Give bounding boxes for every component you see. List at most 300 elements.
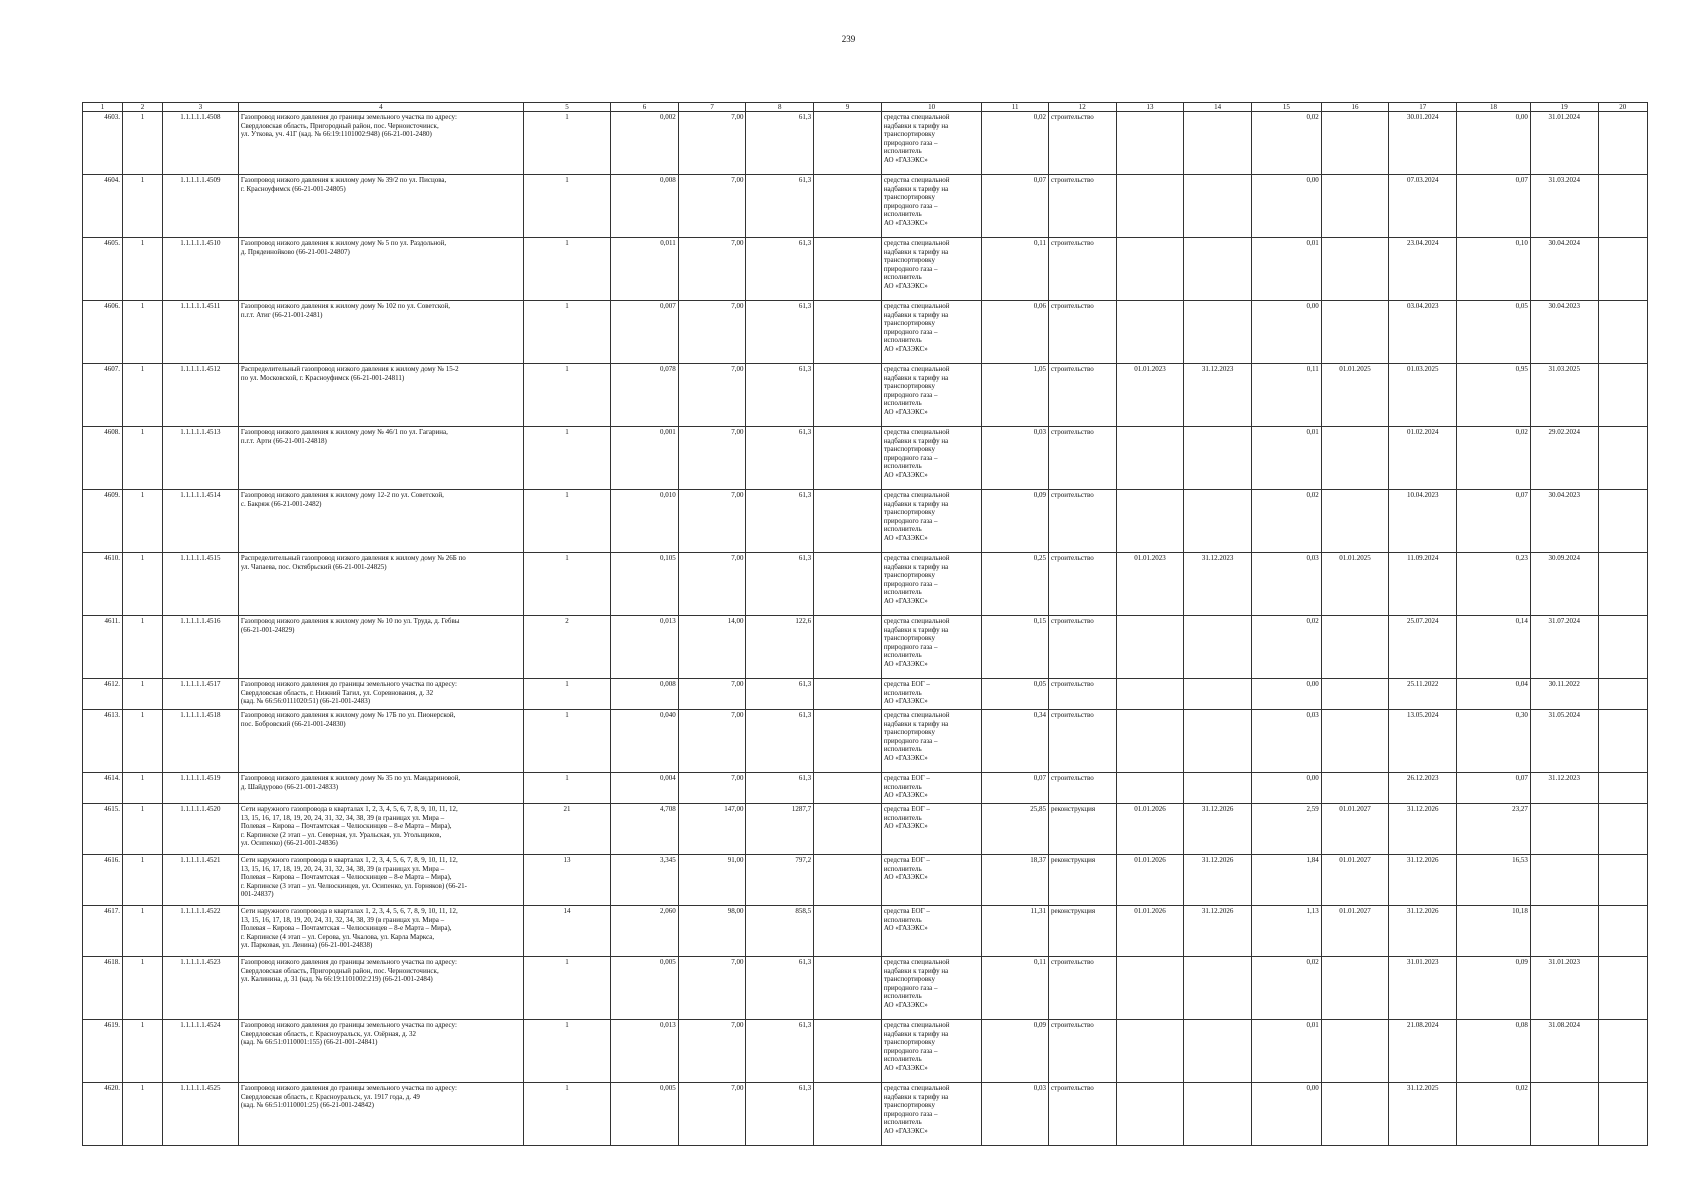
table-cell-col-5: 1 — [523, 490, 610, 553]
table-cell-col-2: 1 — [122, 427, 162, 490]
table-cell-col-11: 18,37 — [982, 855, 1049, 906]
table-cell-col-15: 0,01 — [1251, 238, 1321, 301]
table-cell-col-9 — [814, 490, 882, 553]
table-cell-col-11: 0,07 — [982, 175, 1049, 238]
table-cell-col-13 — [1116, 616, 1184, 679]
table-cell-col-16 — [1321, 490, 1389, 553]
table-cell-col-3: 1.1.1.1.1.4515 — [162, 553, 238, 616]
table-cell-col-13 — [1116, 773, 1184, 804]
table-cell-col-3: 1.1.1.1.1.4520 — [162, 804, 238, 855]
table-cell-col-18: 0,04 — [1457, 679, 1531, 710]
table-cell-col-3: 1.1.1.1.1.4517 — [162, 679, 238, 710]
table-cell-col-10: средства специальной надбавки к тарифу на транспортировку природного газа – исполнитель АО «ГАЗЭКС» — [881, 175, 982, 238]
table-cell-col-1: 4617. — [83, 906, 123, 957]
table-cell-col-8: 1287,7 — [746, 804, 814, 855]
table-cell-col-19: 31.05.2024 — [1530, 710, 1598, 773]
table-cell-col-3: 1.1.1.1.1.4516 — [162, 616, 238, 679]
table-cell-col-1: 4606. — [83, 301, 123, 364]
table-cell-col-7: 7,00 — [678, 710, 746, 773]
table-cell-col-8: 61,3 — [746, 553, 814, 616]
table-cell-col-17: 21.08.2024 — [1389, 1020, 1457, 1083]
table-cell-col-5: 1 — [523, 957, 610, 1020]
table-cell-col-9 — [814, 906, 882, 957]
table-cell-col-6: 3,345 — [611, 855, 679, 906]
table-cell-col-2: 1 — [122, 175, 162, 238]
table-cell-col-11: 0,11 — [982, 957, 1049, 1020]
table-cell-col-12: реконструкция — [1048, 804, 1116, 855]
table-cell-col-1: 4605. — [83, 238, 123, 301]
table-cell-col-14 — [1184, 490, 1252, 553]
column-header-9: 9 — [814, 103, 882, 112]
table-cell-col-19: 31.08.2024 — [1530, 1020, 1598, 1083]
table-row — [83, 616, 1648, 679]
table-cell-col-14 — [1184, 616, 1252, 679]
table-cell-col-19: 30.11.2022 — [1530, 679, 1598, 710]
table-cell-col-8: 61,3 — [746, 773, 814, 804]
table-cell-col-18: 16,53 — [1457, 855, 1531, 906]
table-cell-col-18: 0,02 — [1457, 1083, 1531, 1146]
table-cell-col-10: средства специальной надбавки к тарифу на транспортировку природного газа – исполнитель АО «ГАЗЭКС» — [881, 553, 982, 616]
table-cell-col-1: 4614. — [83, 773, 123, 804]
column-header-19: 19 — [1530, 103, 1598, 112]
column-header-1: 1 — [83, 103, 123, 112]
table-cell-col-12: строительство — [1048, 364, 1116, 427]
table-cell-col-17: 31.01.2023 — [1389, 957, 1457, 1020]
table-cell-col-20 — [1598, 238, 1647, 301]
table-cell-col-16 — [1321, 1083, 1389, 1146]
column-header-15: 15 — [1251, 103, 1321, 112]
table-cell-col-1: 4603. — [83, 112, 123, 175]
table-cell-col-9 — [814, 710, 882, 773]
table-cell-col-15: 0,11 — [1251, 364, 1321, 427]
table-cell-col-12: строительство — [1048, 238, 1116, 301]
column-header-13: 13 — [1116, 103, 1184, 112]
table-cell-col-3: 1.1.1.1.1.4508 — [162, 112, 238, 175]
table-cell-col-7: 7,00 — [678, 1020, 746, 1083]
page-number: 239 — [841, 34, 856, 44]
table-cell-col-9 — [814, 855, 882, 906]
table-cell-col-7: 7,00 — [678, 773, 746, 804]
table-cell-col-20 — [1598, 710, 1647, 773]
column-header-20: 20 — [1598, 103, 1647, 112]
table-cell-col-3: 1.1.1.1.1.4510 — [162, 238, 238, 301]
table-cell-col-13 — [1116, 112, 1184, 175]
column-number-row — [83, 103, 1648, 112]
table-cell-col-13 — [1116, 1020, 1184, 1083]
table-cell-col-8: 61,3 — [746, 1083, 814, 1146]
table-cell-col-10: средства ЕОГ – исполнитель АО «ГАЗЭКС» — [881, 855, 982, 906]
table-cell-col-16 — [1321, 1020, 1389, 1083]
table-cell-col-18: 0,10 — [1457, 238, 1531, 301]
table-cell-col-3: 1.1.1.1.1.4519 — [162, 773, 238, 804]
table-cell-col-12: строительство — [1048, 679, 1116, 710]
table-cell-col-17: 31.12.2026 — [1389, 855, 1457, 906]
table-cell-col-20 — [1598, 906, 1647, 957]
table-cell-col-14 — [1184, 238, 1252, 301]
table-cell-col-16 — [1321, 175, 1389, 238]
table-cell-col-4: Газопровод низкого давления к жилому дому № 10 по ул. Труда, д. Гебвы (66-21-001-24829) — [238, 616, 523, 679]
table-cell-col-15: 2,59 — [1251, 804, 1321, 855]
table-cell-col-12: реконструкция — [1048, 855, 1116, 906]
table-cell-col-2: 1 — [122, 906, 162, 957]
table-cell-col-15: 0,00 — [1251, 301, 1321, 364]
table-cell-col-8: 61,3 — [746, 1020, 814, 1083]
table-cell-col-12: строительство — [1048, 301, 1116, 364]
table-cell-col-13 — [1116, 175, 1184, 238]
table-row — [83, 1020, 1648, 1083]
table-cell-col-4: Сети наружного газопровода в кварталах 1, 2, 3, 4, 5, 6, 7, 8, 9, 10, 11, 12, 13, 15, 16, 17, 18, 19, 20, 24, 31, 32, 34, 38, 39 (в границах ул. Мира – Полевая – Кирова – Почтамтская – Челюскинцев – 8-е Марта – Мира), г. Карпинске (4 этап – ул. Серова, ул. Чкалова, ул. Карла Маркса, ул. Парковая, ул. Ленина) (66-21-001-24838) — [238, 906, 523, 957]
table-cell-col-16: 01.01.2025 — [1321, 364, 1389, 427]
table-body — [83, 112, 1648, 1146]
table-cell-col-6: 0,008 — [611, 679, 679, 710]
table-cell-col-19: 29.02.2024 — [1530, 427, 1598, 490]
table-cell-col-13 — [1116, 490, 1184, 553]
table-cell-col-3: 1.1.1.1.1.4524 — [162, 1020, 238, 1083]
table-cell-col-15: 1,13 — [1251, 906, 1321, 957]
table-cell-col-10: средства специальной надбавки к тарифу на транспортировку природного газа – исполнитель АО «ГАЗЭКС» — [881, 616, 982, 679]
table-cell-col-4: Газопровод низкого давления к жилому дому № 39/2 по ул. Писцова, г. Красноуфимск (66-21-001-24805) — [238, 175, 523, 238]
table-cell-col-12: реконструкция — [1048, 906, 1116, 957]
table-cell-col-4: Газопровод низкого давления к жилому дому 12-2 по ул. Советской, с. Бакряж (66-21-001-2482) — [238, 490, 523, 553]
table-cell-col-11: 0,02 — [982, 112, 1049, 175]
table-cell-col-19: 30.09.2024 — [1530, 553, 1598, 616]
table-cell-col-3: 1.1.1.1.1.4511 — [162, 301, 238, 364]
table-cell-col-15: 0,00 — [1251, 679, 1321, 710]
table-cell-col-7: 7,00 — [678, 957, 746, 1020]
table-cell-col-11: 0,03 — [982, 427, 1049, 490]
table-cell-col-1: 4619. — [83, 1020, 123, 1083]
table-cell-col-16 — [1321, 427, 1389, 490]
table-cell-col-8: 61,3 — [746, 679, 814, 710]
table-cell-col-9 — [814, 553, 882, 616]
table-cell-col-7: 7,00 — [678, 112, 746, 175]
table-cell-col-6: 0,013 — [611, 616, 679, 679]
table-cell-col-10: средства специальной надбавки к тарифу на транспортировку природного газа – исполнитель АО «ГАЗЭКС» — [881, 301, 982, 364]
table-cell-col-1: 4608. — [83, 427, 123, 490]
table-cell-col-10: средства специальной надбавки к тарифу на транспортировку природного газа – исполнитель АО «ГАЗЭКС» — [881, 957, 982, 1020]
table-cell-col-17: 23.04.2024 — [1389, 238, 1457, 301]
table-cell-col-6: 0,011 — [611, 238, 679, 301]
table-cell-col-17: 26.12.2023 — [1389, 773, 1457, 804]
table-cell-col-19 — [1530, 855, 1598, 906]
table-cell-col-11: 0,25 — [982, 553, 1049, 616]
table-cell-col-18: 0,07 — [1457, 175, 1531, 238]
table-cell-col-18: 23,27 — [1457, 804, 1531, 855]
table-cell-col-12: строительство — [1048, 175, 1116, 238]
table-cell-col-6: 0,004 — [611, 773, 679, 804]
table-cell-col-7: 7,00 — [678, 490, 746, 553]
column-header-6: 6 — [611, 103, 679, 112]
table-cell-col-20 — [1598, 364, 1647, 427]
table-cell-col-18: 0,08 — [1457, 1020, 1531, 1083]
table-row — [83, 364, 1648, 427]
table-cell-col-14 — [1184, 112, 1252, 175]
table-cell-col-17: 31.12.2026 — [1389, 804, 1457, 855]
table-cell-col-11: 25,85 — [982, 804, 1049, 855]
table-cell-col-16: 01.01.2027 — [1321, 906, 1389, 957]
column-header-8: 8 — [746, 103, 814, 112]
table-cell-col-2: 1 — [122, 301, 162, 364]
table-cell-col-2: 1 — [122, 616, 162, 679]
table-cell-col-14 — [1184, 773, 1252, 804]
table-cell-col-5: 21 — [523, 804, 610, 855]
table-cell-col-5: 1 — [523, 1083, 610, 1146]
table-row — [83, 1083, 1648, 1146]
table-cell-col-6: 0,010 — [611, 490, 679, 553]
column-header-3: 3 — [162, 103, 238, 112]
table-cell-col-19: 30.04.2023 — [1530, 490, 1598, 553]
table-cell-col-15: 0,01 — [1251, 427, 1321, 490]
table-cell-col-2: 1 — [122, 1083, 162, 1146]
table-cell-col-1: 4610. — [83, 553, 123, 616]
table-cell-col-12: строительство — [1048, 710, 1116, 773]
table-cell-col-17: 31.12.2025 — [1389, 1083, 1457, 1146]
table-cell-col-20 — [1598, 616, 1647, 679]
table-cell-col-17: 01.03.2025 — [1389, 364, 1457, 427]
table-cell-col-13: 01.01.2026 — [1116, 906, 1184, 957]
table-cell-col-20 — [1598, 553, 1647, 616]
table-row — [83, 427, 1648, 490]
table-cell-col-6: 0,005 — [611, 957, 679, 1020]
table-cell-col-15: 0,02 — [1251, 957, 1321, 1020]
table-cell-col-1: 4620. — [83, 1083, 123, 1146]
table-cell-col-20 — [1598, 427, 1647, 490]
table-cell-col-7: 7,00 — [678, 1083, 746, 1146]
table-cell-col-3: 1.1.1.1.1.4509 — [162, 175, 238, 238]
table-cell-col-19: 31.01.2024 — [1530, 112, 1598, 175]
table-cell-col-17: 01.02.2024 — [1389, 427, 1457, 490]
table-cell-col-17: 25.11.2022 — [1389, 679, 1457, 710]
table-cell-col-12: строительство — [1048, 773, 1116, 804]
table-cell-col-1: 4604. — [83, 175, 123, 238]
table-cell-col-3: 1.1.1.1.1.4513 — [162, 427, 238, 490]
table-cell-col-11: 0,06 — [982, 301, 1049, 364]
table-cell-col-14: 31.12.2023 — [1184, 364, 1252, 427]
table-cell-col-17: 11.09.2024 — [1389, 553, 1457, 616]
table-cell-col-1: 4613. — [83, 710, 123, 773]
table-cell-col-19 — [1530, 906, 1598, 957]
table-cell-col-1: 4611. — [83, 616, 123, 679]
table-cell-col-11: 0,34 — [982, 710, 1049, 773]
column-header-12: 12 — [1048, 103, 1116, 112]
table-cell-col-9 — [814, 679, 882, 710]
table-cell-col-6: 0,001 — [611, 427, 679, 490]
table-cell-col-9 — [814, 957, 882, 1020]
table-cell-col-20 — [1598, 773, 1647, 804]
table-row — [83, 855, 1648, 906]
table-cell-col-17: 10.04.2023 — [1389, 490, 1457, 553]
table-cell-col-20 — [1598, 175, 1647, 238]
table-cell-col-4: Газопровод низкого давления к жилому дому № 46/1 по ул. Гагарина, п.г.т. Арти (66-21-001-24818) — [238, 427, 523, 490]
table-cell-col-14 — [1184, 175, 1252, 238]
column-header-7: 7 — [678, 103, 746, 112]
table-cell-col-16 — [1321, 679, 1389, 710]
table-cell-col-9 — [814, 175, 882, 238]
table-cell-col-1: 4616. — [83, 855, 123, 906]
table-cell-col-14 — [1184, 427, 1252, 490]
table-cell-col-9 — [814, 112, 882, 175]
table-cell-col-12: строительство — [1048, 427, 1116, 490]
table-cell-col-8: 61,3 — [746, 175, 814, 238]
table-cell-col-2: 1 — [122, 804, 162, 855]
table-cell-col-18: 0,00 — [1457, 112, 1531, 175]
column-header-10: 10 — [881, 103, 982, 112]
table-cell-col-8: 61,3 — [746, 490, 814, 553]
table-cell-col-6: 0,078 — [611, 364, 679, 427]
table-cell-col-10: средства специальной надбавки к тарифу на транспортировку природного газа – исполнитель АО «ГАЗЭКС» — [881, 1083, 982, 1146]
column-header-17: 17 — [1389, 103, 1457, 112]
table-cell-col-11: 1,05 — [982, 364, 1049, 427]
table-cell-col-13 — [1116, 679, 1184, 710]
table-cell-col-20 — [1598, 1083, 1647, 1146]
table-cell-col-7: 7,00 — [678, 238, 746, 301]
table-cell-col-10: средства специальной надбавки к тарифу на транспортировку природного газа – исполнитель АО «ГАЗЭКС» — [881, 112, 982, 175]
table-cell-col-7: 7,00 — [678, 679, 746, 710]
table-row — [83, 301, 1648, 364]
table-cell-col-16 — [1321, 710, 1389, 773]
table-cell-col-1: 4618. — [83, 957, 123, 1020]
table-cell-col-2: 1 — [122, 364, 162, 427]
table-cell-col-6: 4,708 — [611, 804, 679, 855]
table-cell-col-17: 07.03.2024 — [1389, 175, 1457, 238]
table-cell-col-18: 0,07 — [1457, 773, 1531, 804]
table-cell-col-10: средства специальной надбавки к тарифу на транспортировку природного газа – исполнитель АО «ГАЗЭКС» — [881, 364, 982, 427]
table-cell-col-20 — [1598, 957, 1647, 1020]
table-cell-col-4: Газопровод низкого давления до границы земельного участка по адресу: Свердловская область, г. Нижний Тагил, ул. Соревнования, д. 32 (кад. № 66:56:0111020:51) (66-21-001-2483) — [238, 679, 523, 710]
table-cell-col-5: 1 — [523, 364, 610, 427]
table-cell-col-19: 31.03.2024 — [1530, 175, 1598, 238]
table-cell-col-6: 0,007 — [611, 301, 679, 364]
table-cell-col-14 — [1184, 1083, 1252, 1146]
table-cell-col-8: 61,3 — [746, 427, 814, 490]
table-cell-col-19: 31.03.2025 — [1530, 364, 1598, 427]
table-cell-col-2: 1 — [122, 112, 162, 175]
table-cell-col-14 — [1184, 1020, 1252, 1083]
table-cell-col-10: средства специальной надбавки к тарифу на транспортировку природного газа – исполнитель АО «ГАЗЭКС» — [881, 710, 982, 773]
table-cell-col-10: средства специальной надбавки к тарифу на транспортировку природного газа – исполнитель АО «ГАЗЭКС» — [881, 427, 982, 490]
table-cell-col-7: 7,00 — [678, 427, 746, 490]
table-cell-col-13: 01.01.2023 — [1116, 553, 1184, 616]
table-cell-col-13: 01.01.2026 — [1116, 855, 1184, 906]
table-cell-col-8: 122,6 — [746, 616, 814, 679]
table-cell-col-20 — [1598, 804, 1647, 855]
table-cell-col-6: 0,040 — [611, 710, 679, 773]
table-cell-col-16 — [1321, 957, 1389, 1020]
table-cell-col-7: 7,00 — [678, 364, 746, 427]
table-cell-col-20 — [1598, 855, 1647, 906]
table-cell-col-20 — [1598, 490, 1647, 553]
table-cell-col-15: 0,03 — [1251, 553, 1321, 616]
table-cell-col-4: Газопровод низкого давления до границы земельного участка по адресу: Свердловская область, г. Красноуральск, ул. 1917 года, д. 49 (кад. № 66:51:0110001:25) (66-21-001-24842) — [238, 1083, 523, 1146]
table-cell-col-19: 30.04.2024 — [1530, 238, 1598, 301]
table-cell-col-14: 31.12.2023 — [1184, 553, 1252, 616]
table-row — [83, 906, 1648, 957]
table-cell-col-2: 1 — [122, 679, 162, 710]
table-cell-col-4: Сети наружного газопровода в кварталах 1, 2, 3, 4, 5, 6, 7, 8, 9, 10, 11, 12, 13, 15, 16, 17, 18, 19, 20, 24, 31, 32, 34, 38, 39 (в границах ул. Мира – Полевая – Кирова – Почтамтская – Челюскинцев – 8-е Марта – Мира), г. Карпинске (3 этап – ул. Челюскинцев, ул. Осипенко, ул. Горняков) (66-21- 001-24837) — [238, 855, 523, 906]
table-cell-col-5: 2 — [523, 616, 610, 679]
table-cell-col-6: 0,105 — [611, 553, 679, 616]
table-cell-col-16: 01.01.2025 — [1321, 553, 1389, 616]
table-cell-col-5: 1 — [523, 1020, 610, 1083]
table-cell-col-3: 1.1.1.1.1.4522 — [162, 906, 238, 957]
table-cell-col-9 — [814, 238, 882, 301]
table-cell-col-16 — [1321, 616, 1389, 679]
table-cell-col-11: 0,05 — [982, 679, 1049, 710]
table-cell-col-10: средства ЕОГ – исполнитель АО «ГАЗЭКС» — [881, 773, 982, 804]
table-cell-col-13: 01.01.2023 — [1116, 364, 1184, 427]
table-cell-col-4: Газопровод низкого давления к жилому дому № 17Б по ул. Пионерской, пос. Бобровский (66-21-001-24830) — [238, 710, 523, 773]
table-cell-col-14: 31.12.2026 — [1184, 906, 1252, 957]
table-cell-col-18: 0,02 — [1457, 427, 1531, 490]
table-cell-col-16: 01.01.2027 — [1321, 855, 1389, 906]
table-cell-col-5: 1 — [523, 238, 610, 301]
table-cell-col-7: 14,00 — [678, 616, 746, 679]
column-header-14: 14 — [1184, 103, 1252, 112]
table-row — [83, 804, 1648, 855]
table-cell-col-5: 1 — [523, 679, 610, 710]
table-cell-col-14 — [1184, 301, 1252, 364]
table-cell-col-9 — [814, 427, 882, 490]
table-cell-col-19: 30.04.2023 — [1530, 301, 1598, 364]
table-cell-col-4: Газопровод низкого давления до границы земельного участка по адресу: Свердловская область, Пригородный район, пос. Черноисточинск, ул. Калинина, д. 31 (кад. № 66:19:1101002:219) (66-21-001-2484) — [238, 957, 523, 1020]
table-cell-col-17: 31.12.2026 — [1389, 906, 1457, 957]
table-cell-col-5: 1 — [523, 427, 610, 490]
table-cell-col-13 — [1116, 710, 1184, 773]
table-cell-col-11: 0,11 — [982, 238, 1049, 301]
table-cell-col-18: 0,07 — [1457, 490, 1531, 553]
table-cell-col-6: 0,005 — [611, 1083, 679, 1146]
table-cell-col-8: 61,3 — [746, 957, 814, 1020]
table-cell-col-9 — [814, 301, 882, 364]
table-cell-col-15: 0,00 — [1251, 1083, 1321, 1146]
table-cell-col-2: 1 — [122, 773, 162, 804]
table-row — [83, 773, 1648, 804]
table-cell-col-9 — [814, 1083, 882, 1146]
column-header-2: 2 — [122, 103, 162, 112]
table-cell-col-3: 1.1.1.1.1.4525 — [162, 1083, 238, 1146]
table-cell-col-19: 31.01.2023 — [1530, 957, 1598, 1020]
table-cell-col-5: 13 — [523, 855, 610, 906]
table-cell-col-15: 0,02 — [1251, 616, 1321, 679]
table-cell-col-15: 0,02 — [1251, 112, 1321, 175]
table-cell-col-14 — [1184, 710, 1252, 773]
table-cell-col-1: 4612. — [83, 679, 123, 710]
table-cell-col-15: 0,03 — [1251, 710, 1321, 773]
table-cell-col-18: 0,95 — [1457, 364, 1531, 427]
table-cell-col-1: 4609. — [83, 490, 123, 553]
table-cell-col-12: строительство — [1048, 112, 1116, 175]
table-cell-col-11: 0,07 — [982, 773, 1049, 804]
table-cell-col-14 — [1184, 679, 1252, 710]
table-cell-col-5: 1 — [523, 710, 610, 773]
table-cell-col-20 — [1598, 112, 1647, 175]
table-cell-col-18: 0,30 — [1457, 710, 1531, 773]
table-cell-col-5: 1 — [523, 112, 610, 175]
table-cell-col-16 — [1321, 112, 1389, 175]
table-cell-col-12: строительство — [1048, 1083, 1116, 1146]
table-cell-col-4: Распределительный газопровод низкого давления к жилому дому № 26Б по ул. Чапаева, пос. Октябрьский (66-21-001-24825) — [238, 553, 523, 616]
table-cell-col-6: 0,013 — [611, 1020, 679, 1083]
register-table — [82, 102, 1648, 1146]
table-cell-col-8: 797,2 — [746, 855, 814, 906]
table-cell-col-3: 1.1.1.1.1.4518 — [162, 710, 238, 773]
table-cell-col-4: Газопровод низкого давления к жилому дому № 5 по ул. Раздольной, д. Прядеинойково (66-21-001-24807) — [238, 238, 523, 301]
table-cell-col-10: средства специальной надбавки к тарифу на транспортировку природного газа – исполнитель АО «ГАЗЭКС» — [881, 1020, 982, 1083]
table-cell-col-12: строительство — [1048, 957, 1116, 1020]
table-cell-col-11: 0,09 — [982, 490, 1049, 553]
table-cell-col-6: 2,060 — [611, 906, 679, 957]
table-cell-col-19: 31.07.2024 — [1530, 616, 1598, 679]
